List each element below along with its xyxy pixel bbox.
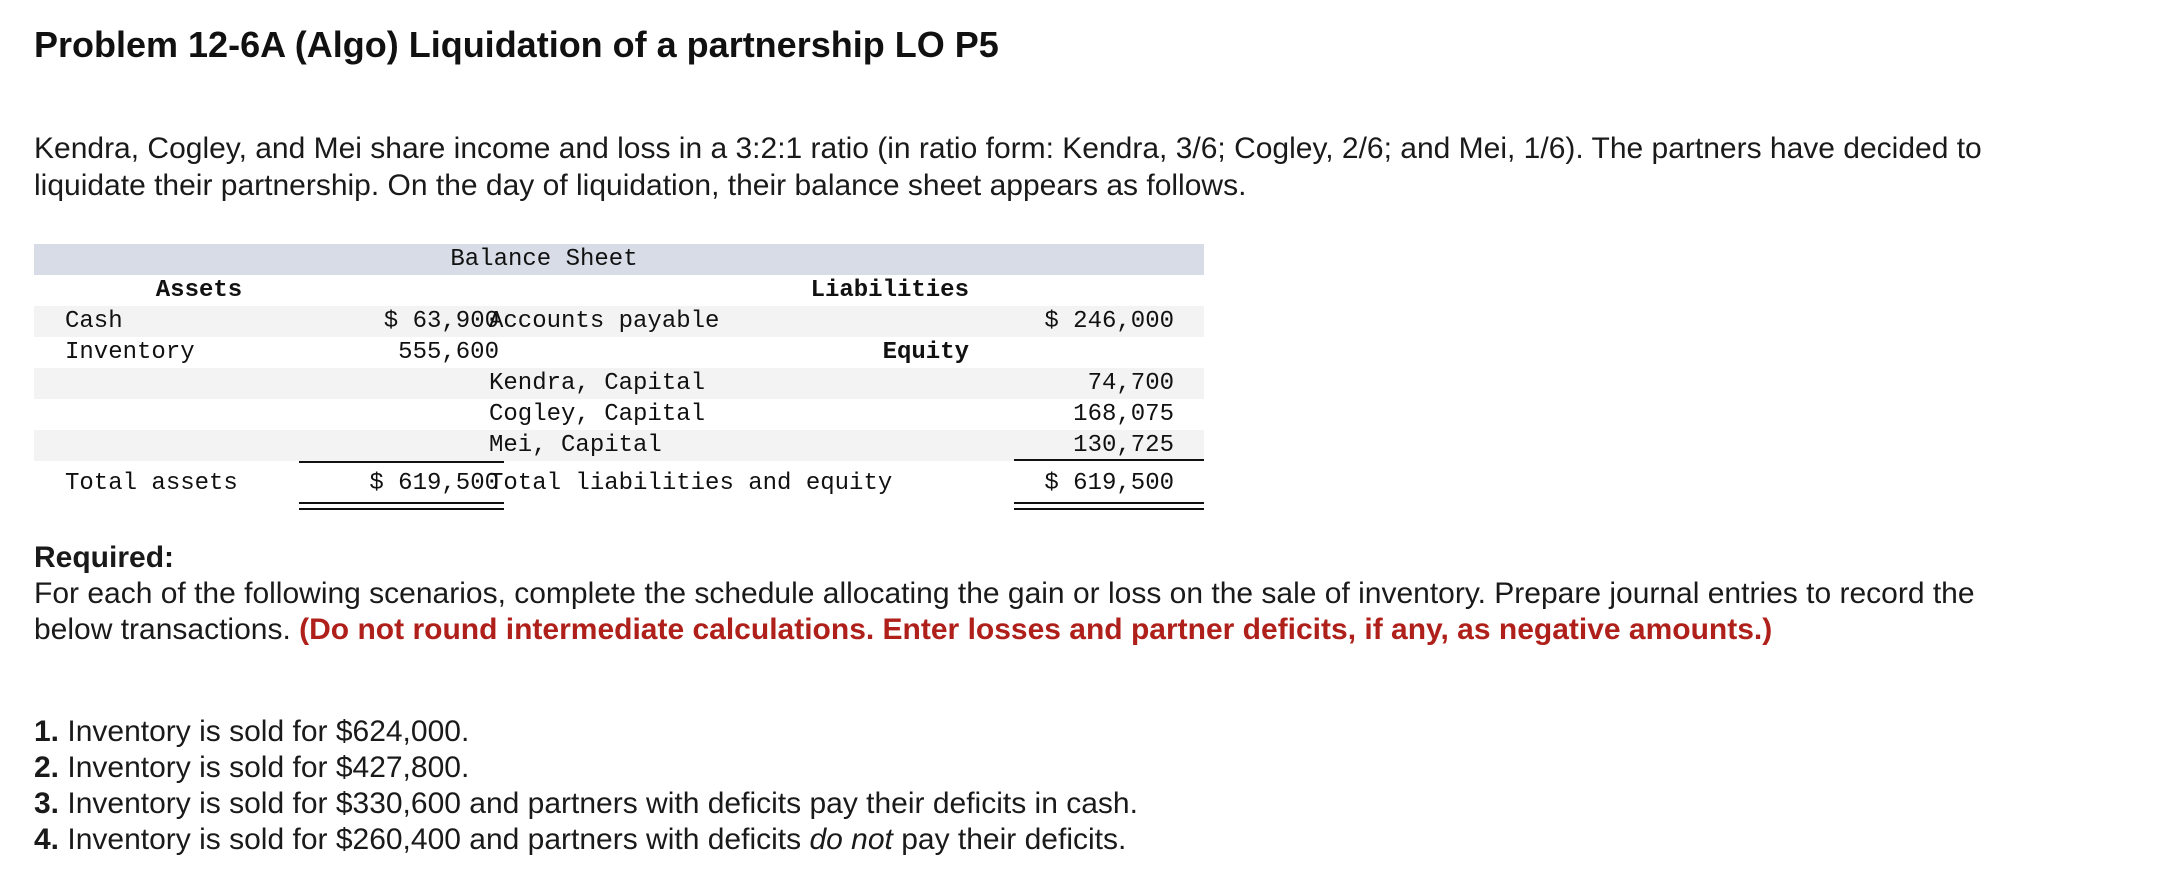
list-item xyxy=(34,714,1984,750)
list-item xyxy=(34,750,1984,786)
scenario-text: Inventory is sold for $427,800. xyxy=(67,751,470,784)
cash-amount: $ 63,900 xyxy=(383,308,499,335)
total-le-label: Total liabilities and equity xyxy=(489,470,893,497)
total-assets-amount: $ 619,500 xyxy=(369,470,499,497)
bs-row-cogley xyxy=(34,399,1204,430)
scenario-text-post: pay their deficits. xyxy=(892,823,1127,856)
cash-label: Cash xyxy=(65,308,123,335)
cogley-capital-amount: 168,075 xyxy=(1073,401,1174,428)
scenario-text: Inventory is sold for $624,000. xyxy=(67,715,470,748)
total-assets-label: Total assets xyxy=(65,470,238,497)
scenario-number: 3. xyxy=(34,787,60,820)
list-item xyxy=(34,822,1984,858)
required-text: For each of the following scenarios, complete the schedule allocating the gain or loss on the sale of inventory. Prepare journal entries to record the below transactions. xyxy=(34,577,1975,646)
bs-row-cash xyxy=(34,306,1204,337)
balance-sheet xyxy=(34,244,1204,502)
assets-header: Assets xyxy=(155,277,243,304)
mei-capital-label: Mei, Capital xyxy=(489,432,662,459)
bs-row-mei xyxy=(34,430,1204,461)
bs-row-totals xyxy=(34,465,1204,502)
balance-sheet-title: Balance Sheet xyxy=(34,244,1204,275)
required-section xyxy=(34,540,1984,648)
total-le-amount: $ 619,500 xyxy=(1044,470,1174,497)
accounts-payable-amount: $ 246,000 xyxy=(1044,308,1174,335)
equity-underline xyxy=(1014,459,1204,461)
problem-intro: Kendra, Cogley, and Mei share income and loss in a 3:2:1 ratio (in ratio form: Kendra, 3/6; Cogley, 2/6; and Mei, 1/6). The partners have decided to liquidate their partnership. On the day of liquidation, their balance sheet appears as follows. xyxy=(34,132,1982,202)
scenario-text-emphasis: do not xyxy=(809,823,893,856)
mei-capital-amount: 130,725 xyxy=(1073,432,1174,459)
bs-header-row xyxy=(34,275,1204,306)
scenario-number: 4. xyxy=(34,823,60,856)
total-le-double-underline xyxy=(1014,502,1204,510)
total-assets-double-underline xyxy=(299,502,504,510)
inventory-amount: 555,600 xyxy=(398,339,499,366)
scenario-number: 1. xyxy=(34,715,60,748)
scenario-text: Inventory is sold for $330,600 and partners with deficits pay their deficits in cash. xyxy=(67,787,1138,820)
required-instructions xyxy=(34,576,1984,648)
liabilities-header: Liabilities xyxy=(810,277,969,304)
accounts-payable-label: Accounts payable xyxy=(489,308,720,335)
scenario-number: 2. xyxy=(34,751,60,784)
page-title: Problem 12-6A (Algo) Liquidation of a partnership LO P5 xyxy=(34,24,999,65)
assets-underline xyxy=(299,461,504,463)
required-note: (Do not round intermediate calculations. Enter losses and partner deficits, if any, as negative amounts.) xyxy=(299,613,1773,646)
kendra-capital-label: Kendra, Capital xyxy=(489,370,706,397)
list-item xyxy=(34,786,1984,822)
kendra-capital-amount: 74,700 xyxy=(1087,370,1174,397)
scenario-list xyxy=(34,714,1984,858)
cogley-capital-label: Cogley, Capital xyxy=(489,401,706,428)
bs-row-inventory xyxy=(34,337,1204,368)
inventory-label: Inventory xyxy=(65,339,195,366)
scenario-text-pre: Inventory is sold for $260,400 and partners with deficits xyxy=(67,823,810,856)
equity-header: Equity xyxy=(882,339,969,366)
bs-row-kendra xyxy=(34,368,1204,399)
required-heading: Required: xyxy=(34,541,175,574)
